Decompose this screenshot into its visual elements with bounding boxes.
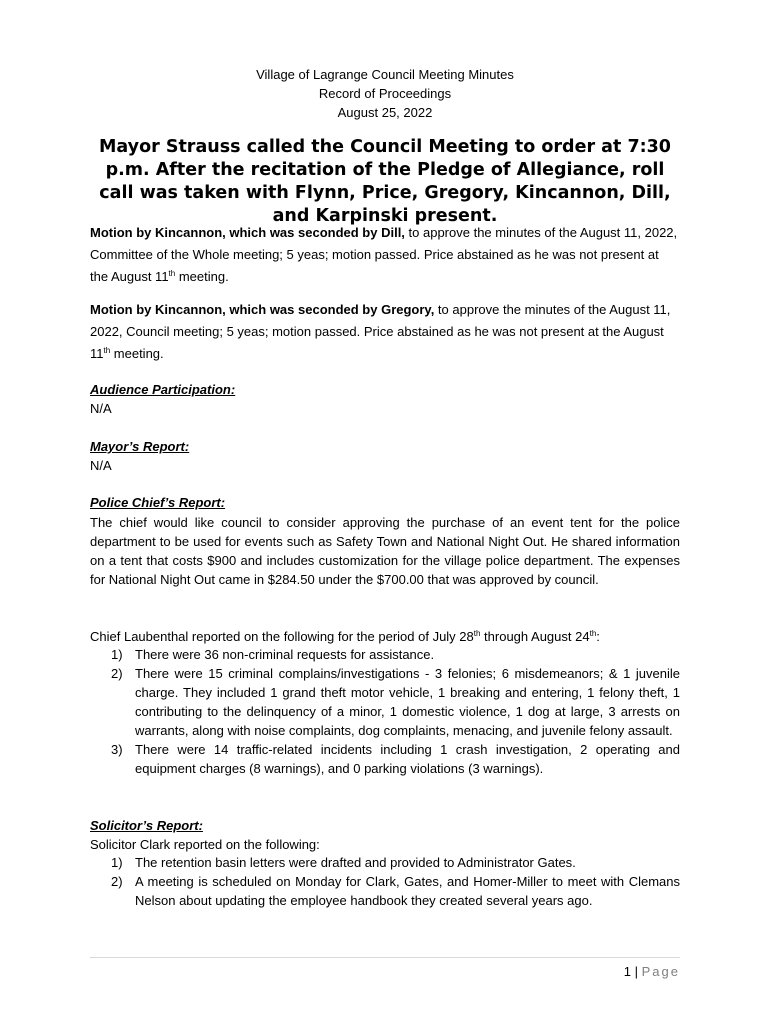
doc-title: Village of Lagrange Council Meeting Minutes <box>256 67 514 82</box>
motion-paragraph <box>90 299 680 365</box>
call-to-order-heading: Mayor Strauss called the Council Meeting to order at 7:30 p.m. After the recitation of the Pledge of Allegiance, roll call was taken with Flynn, Price, Gregory, Kincannon, Dill, and Karpinski present. <box>99 137 671 226</box>
list-item: 1) The retention basin letters were drafted and provided to Administrator Gates. <box>111 855 576 870</box>
list-item: 2) There were 15 criminal complains/investigations - 3 felonies; 6 misdemeanors; & 1 juvenile charge. They included 1 grand theft motor vehicle, 1 breaking and entering, 1 felony theft, 1 contributing to the delinquency of a minor, 1 domestic violence, 1 dog at large, 3 arrests on warrants, along with noise complaints, dog complaints, menacing, and juvenile felony assault. <box>111 666 680 738</box>
motion-text-end: meeting. <box>110 346 164 361</box>
police-period-intro: Chief Laubenthal reported on the following for the period of July 28th through August 24th: <box>90 629 600 644</box>
page-label: Page <box>641 964 680 979</box>
motion-lead: Motion by Kincannon, which was seconded by Dill, <box>90 225 405 240</box>
motion-text: to approve the minutes of the August 11, 2022, Council meeting; 5 yeas; motion passed. Price abstained as he was not present at the August 11 <box>90 302 671 361</box>
ordinal-suffix: th <box>103 346 111 355</box>
motion-text-end: meeting. <box>175 269 229 284</box>
list-item: 2) A meeting is scheduled on Monday for Clark, Gates, and Homer-Miller to meet with Clemans Nelson about updating the employee handbook they created several years ago. <box>111 874 680 908</box>
police-section-title: Police Chief’s Report: <box>90 495 226 510</box>
police-report-body: The chief would like council to consider approving the purchase of an event tent for the police department to be used for events such as Safety Town and National Night Out. He shared information on a tent that costs $900 and includes customization for the village police department. The expenses for National Night Out came in $284.50 under the $700.00 that was approved by council. <box>90 515 680 587</box>
list-item: 3) There were 14 traffic-related incidents including 1 crash investigation, 2 operating and equipment charges (8 warnings), and 0 parking violations (3 warnings). <box>111 742 680 776</box>
police-report-list <box>90 645 680 778</box>
ordinal-suffix: th <box>168 269 176 278</box>
page-footer <box>624 962 680 981</box>
solicitor-section-title: Solicitor’s Report: <box>90 818 203 833</box>
list-item: 1) There were 36 non-criminal requests for assistance. <box>111 647 435 662</box>
motion-text: to approve the minutes of the August 11, 2022, Committee of the Whole meeting; 5 yeas; motion passed. Price abstained as he was not present at the August 11 <box>90 225 678 284</box>
motion-lead: Motion by Kincannon, which was seconded by Gregory, <box>90 302 435 317</box>
mayor-section-value: N/A <box>90 458 112 473</box>
motion-paragraph <box>90 222 680 288</box>
page-number: 1 <box>623 964 632 979</box>
audience-section-value: N/A <box>90 401 112 416</box>
solicitor-report-list <box>90 853 680 910</box>
doc-date: August 25, 2022 <box>337 105 433 120</box>
doc-subtitle: Record of Proceedings <box>318 86 452 101</box>
footer-separator: | <box>631 964 642 979</box>
footer-divider <box>90 957 680 958</box>
mayor-section-title: Mayor’s Report: <box>90 439 190 454</box>
audience-section-title: Audience Participation: <box>90 382 236 397</box>
solicitor-intro: Solicitor Clark reported on the following: <box>90 837 320 852</box>
